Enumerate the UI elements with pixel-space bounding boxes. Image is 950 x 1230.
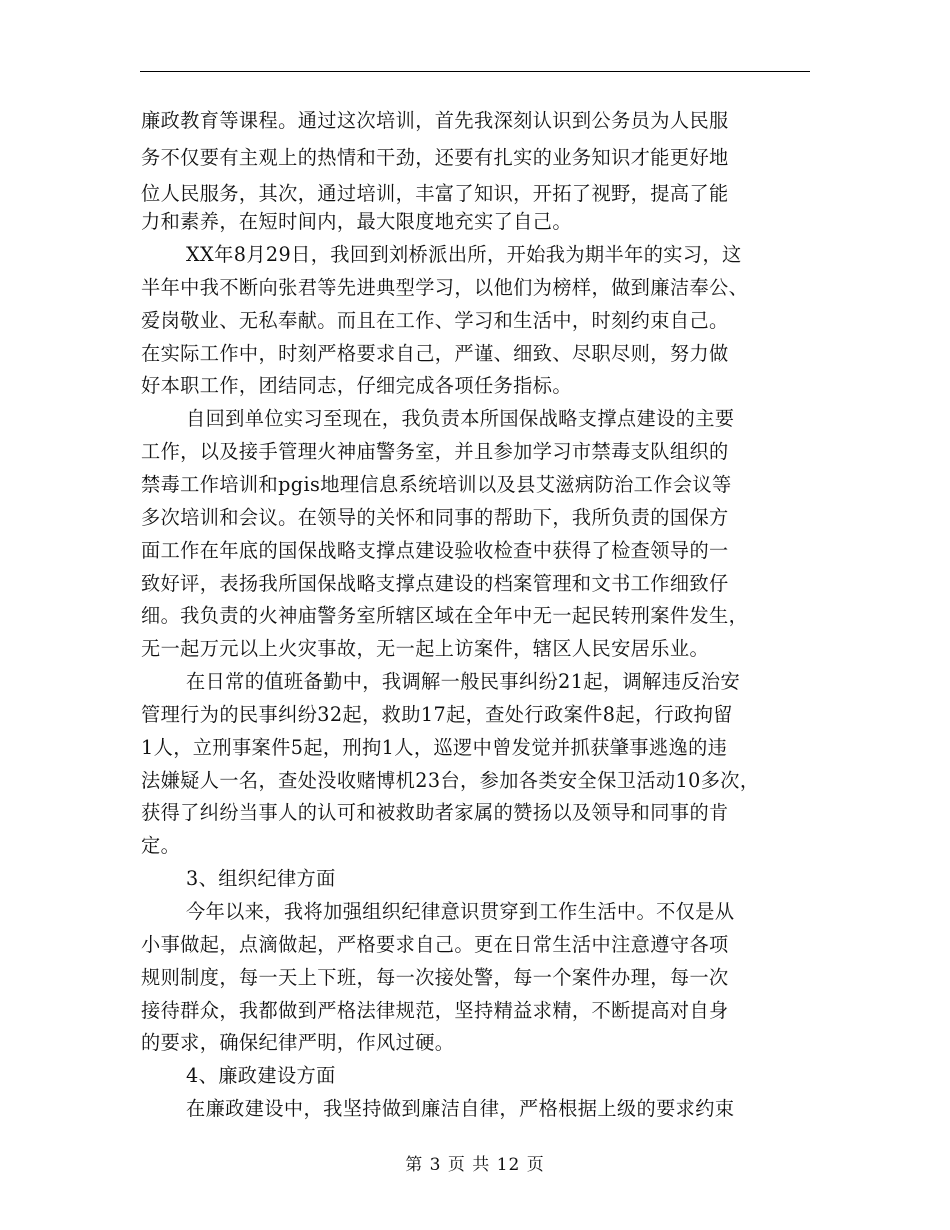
text-line: 接待群众，我都做到严格法律规范，坚持精益求精，不断提高对自身 [141,999,729,1022]
text-line: 在廉政建设中，我坚持做到廉洁自律，严格根据上级的要求约束 [186,1097,735,1120]
text-line: 法嫌疑人一名，查处没收赌博机23台，参加各类安全保卫活动10多次， [141,769,760,792]
text-line: 位人民服务，其次，通过培训，丰富了知识，开拓了视野，提高了能 [141,182,729,205]
page-number: 第 3 页 共 12 页 [405,1155,545,1175]
text-line: 细。我负责的火神庙警务室所辖区域在全年中无一起民转刑案件发生， [141,604,749,627]
text-line: 禁毒工作培训和pgis地理信息系统培训以及县艾滋病防治工作会议等 [141,473,732,496]
text-line: 面工作在年底的国保战略支撑点建设验收检查中获得了检查领导的一 [141,539,729,562]
text-line: 获得了纠纷当事人的认可和被救助者家属的赞扬以及领导和同事的肯 [141,801,729,824]
text-line: 1人，立刑事案件5起，刑拘1人，巡逻中曾发觉并抓获肇事逃逸的违 [141,736,728,759]
text-line: 自回到单位实习至现在，我负责本所国保战略支撑点建设的主要 [186,407,735,430]
text-line: 力和素养，在短时间内，最大限度地充实了自己。 [141,210,572,233]
text-line: 管理行为的民事纠纷32起，救助17起，查处行政案件8起，行政拘留 [141,703,733,726]
text-line: 好本职工作，团结同志，仔细完成各项任务指标。 [141,374,572,397]
text-line: XX年8月29日，我回到刘桥派出所，开始我为期半年的实习，这 [186,243,742,266]
text-line: 规则制度，每一天上下班，每一次接处警，每一个案件办理，每一次 [141,966,729,989]
text-line: 多次培训和会议。在领导的关怀和同事的帮助下，我所负责的国保方 [141,506,729,529]
text-line: 在日常的值班备勤中，我调解一般民事纠纷21起，调解违反治安 [186,670,741,693]
text-line: 在实际工作中，时刻严格要求自己，严谨、细致、尽职尽则，努力做 [141,342,729,365]
text-line: 致好评，表扬我所国保战略支撑点建设的档案管理和文书工作细致仔 [141,572,729,595]
text-line: 无一起万元以上火灾事故，无一起上访案件，辖区人民安居乐业。 [141,637,710,660]
text-line: 务不仅要有主观上的热情和干劲，还要有扎实的业务知识才能更好地 [141,146,729,169]
text-line: 定。 [141,834,181,857]
section-heading: 4、廉政建设方面 [186,1064,336,1087]
text-line: 半年中我不断向张君等先进典型学习，以他们为榜样，做到廉洁奉公、 [141,276,749,299]
header-rule [140,71,810,72]
text-line: 今年以来，我将加强组织纪律意识贯穿到工作生活中。不仅是从 [186,900,735,923]
section-heading: 3、组织纪律方面 [186,867,336,890]
text-line: 的要求，确保纪律严明，作风过硬。 [141,1031,455,1054]
text-line: 爱岗敬业、无私奉献。而且在工作、学习和生活中，时刻约束自己。 [141,309,729,332]
text-line: 廉政教育等课程。通过这次培训，首先我深刻认识到公务员为人民服 [141,109,729,132]
text-line: 小事做起，点滴做起，严格要求自己。更在日常生活中注意遵守各项 [141,933,729,956]
text-line: 工作，以及接手管理火神庙警务室，并且参加学习市禁毒支队组织的 [141,440,729,463]
